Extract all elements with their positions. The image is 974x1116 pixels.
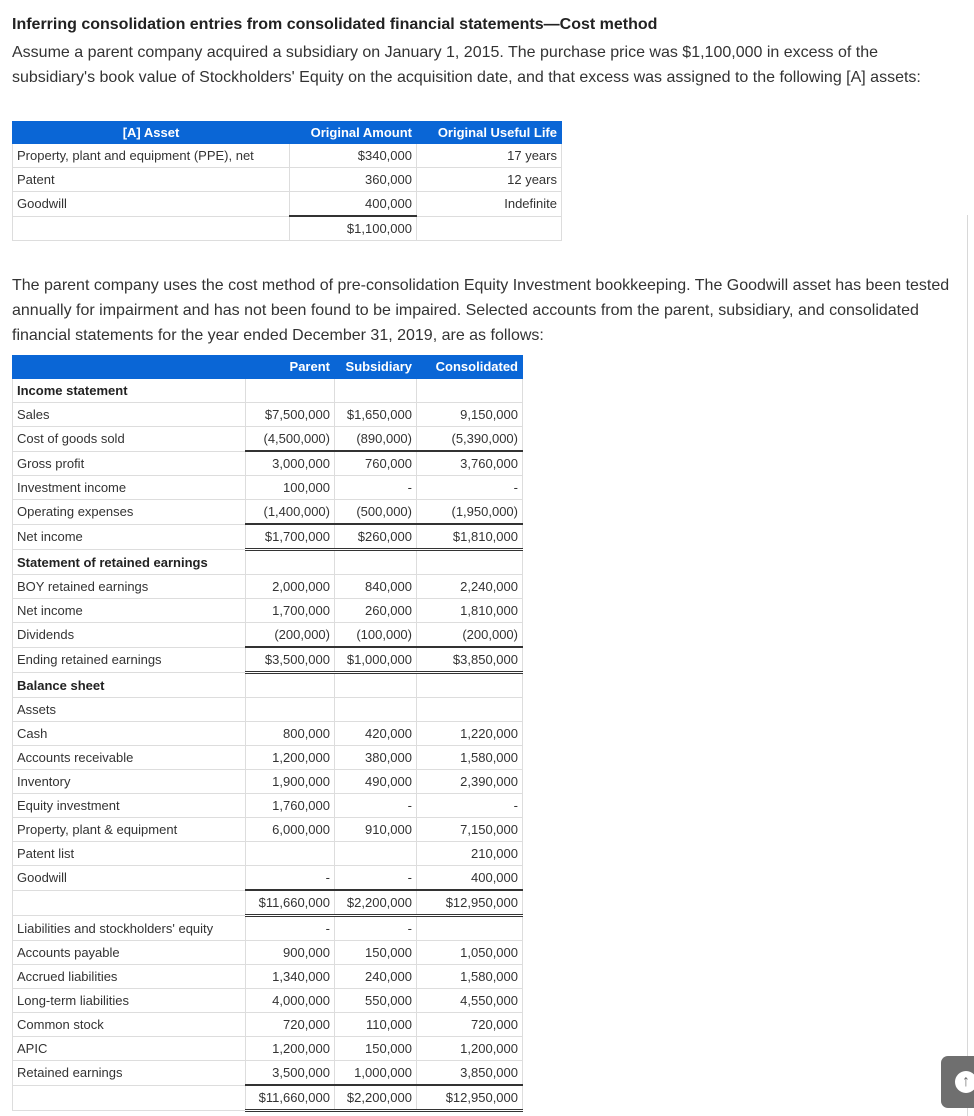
consolidated-value: 1,580,000 — [417, 746, 523, 770]
parent-value: 800,000 — [246, 722, 335, 746]
parent-value: 1,340,000 — [246, 965, 335, 989]
subsidiary-value: (500,000) — [335, 500, 417, 525]
parent-value: 2,000,000 — [246, 575, 335, 599]
col-header-amount: Original Amount — [290, 122, 417, 144]
account-label: Inventory — [13, 770, 246, 794]
consolidated-value: 1,050,000 — [417, 941, 523, 965]
arrow-up-circle-icon: ↑ — [955, 1071, 974, 1093]
account-label: Assets — [13, 698, 246, 722]
account-label — [13, 1085, 246, 1111]
empty-cell — [417, 216, 562, 241]
table-row — [13, 379, 523, 403]
account-label: Net income — [13, 599, 246, 623]
table-row — [13, 451, 523, 476]
parent-value: $7,500,000 — [246, 403, 335, 427]
consolidated-value — [417, 550, 523, 575]
table-row — [13, 599, 523, 623]
parent-value: 4,000,000 — [246, 989, 335, 1013]
subsidiary-value: 380,000 — [335, 746, 417, 770]
table-row — [13, 524, 523, 550]
subsidiary-value: $2,200,000 — [335, 1085, 417, 1111]
asset-useful-life: 17 years — [417, 144, 562, 168]
col-header-parent: Parent — [246, 356, 335, 379]
consolidated-value: 1,810,000 — [417, 599, 523, 623]
parent-value: 900,000 — [246, 941, 335, 965]
table-row — [13, 403, 523, 427]
asset-amount: 360,000 — [290, 168, 417, 192]
subsidiary-value: 110,000 — [335, 1013, 417, 1037]
table-row — [13, 550, 523, 575]
parent-value — [246, 673, 335, 698]
parent-value: 3,000,000 — [246, 451, 335, 476]
account-label: Cash — [13, 722, 246, 746]
subsidiary-value: 840,000 — [335, 575, 417, 599]
consolidated-value: $1,810,000 — [417, 524, 523, 550]
asset-useful-life: Indefinite — [417, 192, 562, 217]
asset-name: Patent — [13, 168, 290, 192]
consolidated-value: (200,000) — [417, 623, 523, 648]
subsidiary-value: - — [335, 476, 417, 500]
table-row — [13, 842, 523, 866]
table-row — [13, 623, 523, 648]
table-row — [13, 989, 523, 1013]
table-row — [13, 575, 523, 599]
subsidiary-value — [335, 550, 417, 575]
subsidiary-value: 1,000,000 — [335, 1061, 417, 1086]
subsidiary-value: - — [335, 794, 417, 818]
parent-value: 3,500,000 — [246, 1061, 335, 1086]
total-row — [13, 216, 562, 241]
table-row — [13, 794, 523, 818]
table-row — [13, 647, 523, 673]
asset-name: Goodwill — [13, 192, 290, 217]
table-row — [13, 770, 523, 794]
consolidated-value: 7,150,000 — [417, 818, 523, 842]
table-row — [13, 746, 523, 770]
consolidated-value: 4,550,000 — [417, 989, 523, 1013]
parent-value — [246, 842, 335, 866]
table-row — [13, 1085, 523, 1111]
account-label: Property, plant & equipment — [13, 818, 246, 842]
consolidated-value: - — [417, 476, 523, 500]
parent-value: (200,000) — [246, 623, 335, 648]
account-label: Ending retained earnings — [13, 647, 246, 673]
parent-value: - — [246, 916, 335, 941]
account-label: Gross profit — [13, 451, 246, 476]
parent-value: 100,000 — [246, 476, 335, 500]
consolidated-value — [417, 916, 523, 941]
parent-value: 6,000,000 — [246, 818, 335, 842]
subsidiary-value: (100,000) — [335, 623, 417, 648]
subsidiary-value: (890,000) — [335, 427, 417, 452]
subsidiary-value: $1,000,000 — [335, 647, 417, 673]
account-label: BOY retained earnings — [13, 575, 246, 599]
parent-value: 1,760,000 — [246, 794, 335, 818]
consolidated-value: (5,390,000) — [417, 427, 523, 452]
account-label: Investment income — [13, 476, 246, 500]
parent-value — [246, 698, 335, 722]
subsidiary-value: 240,000 — [335, 965, 417, 989]
asset-amount: 400,000 — [290, 192, 417, 217]
account-label: Patent list — [13, 842, 246, 866]
consolidated-value: 2,390,000 — [417, 770, 523, 794]
account-label: Long-term liabilities — [13, 989, 246, 1013]
asset-amount: $340,000 — [290, 144, 417, 168]
parent-value: (1,400,000) — [246, 500, 335, 525]
consolidated-value: $12,950,000 — [417, 1085, 523, 1111]
col-header-asset: [A] Asset — [13, 122, 290, 144]
table-row — [13, 1013, 523, 1037]
subsidiary-value: 150,000 — [335, 941, 417, 965]
consolidated-value: 1,220,000 — [417, 722, 523, 746]
asset-table — [12, 121, 562, 241]
scroll-to-top-button[interactable] — [941, 1056, 974, 1108]
consolidated-value — [417, 379, 523, 403]
table-row — [13, 1061, 523, 1086]
table-row — [13, 192, 562, 217]
account-label: Sales — [13, 403, 246, 427]
account-label: Balance sheet — [13, 673, 246, 698]
table-row — [13, 941, 523, 965]
consolidated-value: 1,200,000 — [417, 1037, 523, 1061]
description-paragraph: The parent company uses the cost method of pre-consolidation Equity Investment bookkeeping. The Goodwill asset has been tested annually for impairment and has not been found to be impaired. Selected accounts from the parent, subsidiary, and consolidated financial statements for the year ended December 31, 2019, are as follows: — [12, 277, 950, 344]
col-header-life: Original Useful Life — [417, 122, 562, 144]
parent-value: 720,000 — [246, 1013, 335, 1037]
parent-value: - — [246, 866, 335, 891]
account-label: Liabilities and stockholders' equity — [13, 916, 246, 941]
consolidated-value: 3,850,000 — [417, 1061, 523, 1086]
consolidated-value — [417, 698, 523, 722]
account-label: APIC — [13, 1037, 246, 1061]
parent-value: 1,700,000 — [246, 599, 335, 623]
parent-value: $11,660,000 — [246, 1085, 335, 1111]
table-row — [13, 818, 523, 842]
parent-value: 1,200,000 — [246, 746, 335, 770]
parent-value — [246, 379, 335, 403]
table-row — [13, 427, 523, 452]
consolidated-value: - — [417, 794, 523, 818]
account-label: Cost of goods sold — [13, 427, 246, 452]
consolidated-value: 3,760,000 — [417, 451, 523, 476]
subsidiary-value: 550,000 — [335, 989, 417, 1013]
consolidated-value: 720,000 — [417, 1013, 523, 1037]
subsidiary-value: - — [335, 866, 417, 891]
subsidiary-value: 420,000 — [335, 722, 417, 746]
table-row — [13, 500, 523, 525]
consolidated-value: 400,000 — [417, 866, 523, 891]
table-row — [13, 1037, 523, 1061]
subsidiary-value: 490,000 — [335, 770, 417, 794]
empty-cell — [13, 216, 290, 241]
subsidiary-value: 760,000 — [335, 451, 417, 476]
parent-value — [246, 550, 335, 575]
account-label: Accounts payable — [13, 941, 246, 965]
account-label: Statement of retained earnings — [13, 550, 246, 575]
consolidated-value: 210,000 — [417, 842, 523, 866]
table-row — [13, 144, 562, 168]
page-title: Inferring consolidation entries from consolidated financial statements—Cost method — [12, 16, 658, 33]
consolidated-value: 1,580,000 — [417, 965, 523, 989]
table-row — [13, 722, 523, 746]
account-label: Accrued liabilities — [13, 965, 246, 989]
account-label: Operating expenses — [13, 500, 246, 525]
scrollbar-track[interactable] — [967, 215, 968, 1116]
consolidated-value: $12,950,000 — [417, 890, 523, 916]
table-row — [13, 476, 523, 500]
account-label: Dividends — [13, 623, 246, 648]
account-label: Retained earnings — [13, 1061, 246, 1086]
subsidiary-value: $1,650,000 — [335, 403, 417, 427]
parent-value: $1,700,000 — [246, 524, 335, 550]
subsidiary-value — [335, 673, 417, 698]
financial-statements-table — [12, 355, 523, 1112]
table-row — [13, 965, 523, 989]
table-row — [13, 698, 523, 722]
subsidiary-value: $260,000 — [335, 524, 417, 550]
account-label: Equity investment — [13, 794, 246, 818]
subsidiary-value — [335, 698, 417, 722]
subsidiary-value — [335, 842, 417, 866]
table-row — [13, 168, 562, 192]
table-row — [13, 866, 523, 891]
account-label: Goodwill — [13, 866, 246, 891]
asset-total: $1,100,000 — [290, 216, 417, 241]
asset-useful-life: 12 years — [417, 168, 562, 192]
account-label: Accounts receivable — [13, 746, 246, 770]
consolidated-value: $3,850,000 — [417, 647, 523, 673]
account-label: Common stock — [13, 1013, 246, 1037]
subsidiary-value: 910,000 — [335, 818, 417, 842]
table-row — [13, 673, 523, 698]
consolidated-value: (1,950,000) — [417, 500, 523, 525]
parent-value: $11,660,000 — [246, 890, 335, 916]
asset-name: Property, plant and equipment (PPE), net — [13, 144, 290, 168]
col-header-account — [13, 356, 246, 379]
consolidated-value — [417, 673, 523, 698]
parent-value: (4,500,000) — [246, 427, 335, 452]
table-row — [13, 916, 523, 941]
col-header-consolidated: Consolidated — [417, 356, 523, 379]
parent-value: $3,500,000 — [246, 647, 335, 673]
col-header-subsidiary: Subsidiary — [335, 356, 417, 379]
account-label: Net income — [13, 524, 246, 550]
account-label — [13, 890, 246, 916]
subsidiary-value — [335, 379, 417, 403]
consolidated-value: 2,240,000 — [417, 575, 523, 599]
subsidiary-value: 150,000 — [335, 1037, 417, 1061]
table-row — [13, 890, 523, 916]
account-label: Income statement — [13, 379, 246, 403]
subsidiary-value: - — [335, 916, 417, 941]
subsidiary-value: 260,000 — [335, 599, 417, 623]
parent-value: 1,200,000 — [246, 1037, 335, 1061]
parent-value: 1,900,000 — [246, 770, 335, 794]
subsidiary-value: $2,200,000 — [335, 890, 417, 916]
consolidated-value: 9,150,000 — [417, 403, 523, 427]
intro-paragraph: Assume a parent company acquired a subsidiary on January 1, 2015. The purchase price was $1,100,000 in excess of the subsidiary's book value of Stockholders' Equity on the acquisition date, and that excess was assigned to the following [A] assets: — [12, 44, 921, 86]
